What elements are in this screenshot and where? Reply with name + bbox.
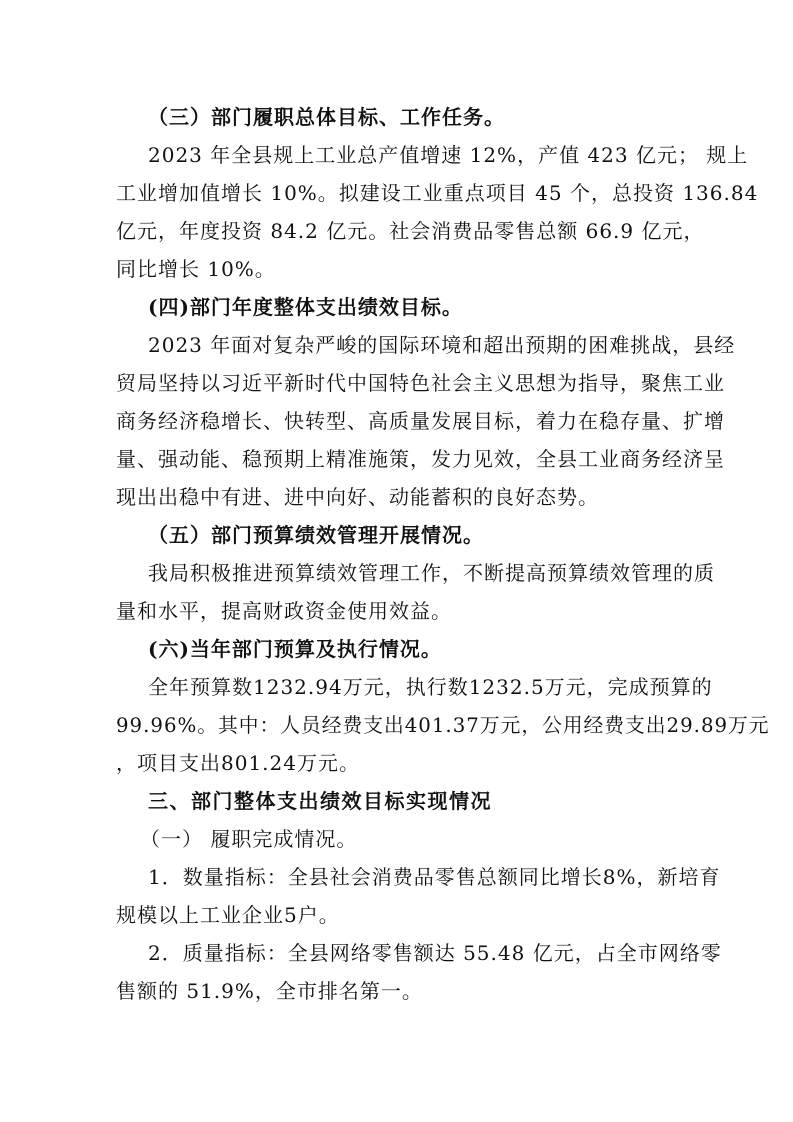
paragraph-line: 2023 年面对复杂严峻的国际环境和超出预期的困难挑战，县经 xyxy=(148,333,736,357)
list-item: 规模以上工业企业5户。 xyxy=(116,903,340,927)
paragraph-line: 2023 年全县规上工业总产值增速 12%，产值 423 亿元； 规上 xyxy=(148,143,749,167)
heading-budget-execution: (六)当年部门预算及执行情况。 xyxy=(148,637,442,661)
paragraph-line: 亿元，年度投资 84.2 亿元。社会消费品零售总额 66.9 亿元， xyxy=(116,219,705,243)
heading-annual-targets: (四)部门年度整体支出绩效目标。 xyxy=(148,295,463,319)
list-item: 1．数量指标：全县社会消费品零售总额同比增长8%，新培育 xyxy=(148,865,721,889)
paragraph-line: 全年预算数1232.94万元，执行数1232.5万元，完成预算的 xyxy=(148,675,713,699)
paragraph-line: 现出出稳中有进、进中向好、动能蓄积的良好态势。 xyxy=(116,485,599,509)
paragraph-line: 我局积极推进预算绩效管理工作，不断提高预算绩效管理的质 xyxy=(148,561,715,585)
paragraph-line: 贸局坚持以习近平新时代中国特色社会主义思想为指导，聚焦工业 xyxy=(116,371,725,395)
paragraph-line: 量、强动能、稳预期上精准施策，发力见效，全县工业商务经济呈 xyxy=(116,447,725,471)
paragraph-line: 商务经济稳增长、快转型、高质量发展目标，着力在稳存量、扩增 xyxy=(116,409,725,433)
paragraph-line: 量和水平，提高财政资金使用效益。 xyxy=(116,599,452,623)
paragraph-line: 工业增加值增长 10%。拟建设工业重点项目 45 个，总投资 136.84 xyxy=(116,181,759,205)
list-item: 售额的 51.9%，全市排名第一。 xyxy=(116,979,423,1003)
heading-dept-goals: （三）部门履职总体目标、工作任务。 xyxy=(148,105,505,129)
paragraph-line: 99.96%。其中：人员经费支出401.37万元，公用经费支出29.89万元 xyxy=(116,713,770,737)
subheading-duty-completion: （一） 履职完成情况。 xyxy=(140,827,358,851)
paragraph-line: 同比增长 10%。 xyxy=(116,257,276,281)
paragraph-line: ，项目支出801.24万元。 xyxy=(116,751,360,775)
section-3-title: 三、部门整体支出绩效目标实现情况 xyxy=(148,789,492,813)
heading-performance-management: （五）部门预算绩效管理开展情况。 xyxy=(148,523,484,547)
list-item: 2．质量指标：全县网络零售额达 55.48 亿元，占全市网络零 xyxy=(148,941,722,965)
